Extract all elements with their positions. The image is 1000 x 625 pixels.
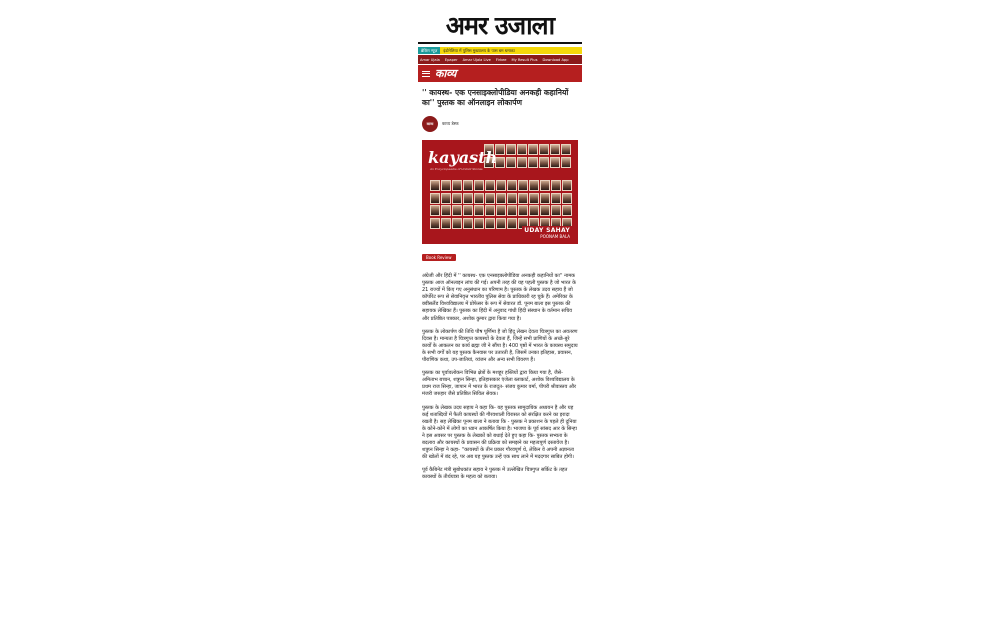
nav-item-result-plus[interactable]: My Result Plus (511, 57, 538, 62)
author-row (422, 116, 578, 132)
author-name[interactable]: काव्य डेस्क (442, 121, 459, 126)
cover-authors (522, 226, 572, 240)
nav-item-firkee[interactable]: Firkee (495, 57, 507, 62)
paragraph: पूर्व कैबिनेट मंत्री सुबोधकांत सहाय ने पुस्तक में उल्लेखित चित्रगुप्त सर्किट के तहत कायस्थों के तीर्थयात्रा के महत्व को बताया। (422, 467, 568, 481)
ticker-text[interactable]: इंडोनेशिया में पुलिस मुख्यालय के पास बम धमाका (440, 47, 582, 54)
nav-item-live[interactable]: Amar Ujala Live (462, 57, 491, 62)
cover-portrait-grid (430, 180, 578, 229)
nav-item-amar-ujala[interactable]: Amar Ujala (420, 57, 440, 62)
top-nav (418, 55, 582, 64)
cover-author-main: UDAY SAHAY (524, 227, 570, 234)
masthead (418, 8, 582, 44)
nav-item-epaper[interactable]: Epaper (444, 57, 458, 62)
newspaper-logo[interactable]: अमर उजाला (445, 10, 555, 40)
ticker-tag: ब्रेकिंग न्यूज़ (418, 47, 440, 54)
section-title[interactable]: काव्य (435, 67, 457, 80)
cover-portrait-grid-top (484, 144, 576, 168)
author-avatar[interactable]: काव्य (422, 116, 438, 132)
cover-title: kayasth (428, 148, 498, 167)
paragraph: अंग्रेजी और हिंदी में '' कायस्थ- एक एनसाइक्लोपीडिया अनकही कहानियों का'' नामक पुस्तक आज ऑनलाइन लांच की गई। अपनी तरह की यह पहली पुस्तक है जो भारत के 21 राज्यों में किए गए अनुसंधान का परिणाम है। पुस्तक के लेखक उदय सहाय हैं जो कॉर्पोरेट रूप से सेवानिवृत्त भारतीय पुलिस सेवा के प्राधिकारी रह चुके हैं। अमेरिका के क्वींसलैंड विश्वविद्यालय में प्रोफेसर के रूप में सेवारत डॉ. पूनम बाला इस पुस्तक की सहायक लेखिका हैं। पुस्तक का हिंदी में अनुवाद गांधी हिंदी संस्थान के वर्तमान सचिव और प्रतिष्ठित पत्रकार, अशोक कुमार द्वारा किया गया है। (422, 273, 576, 322)
cover-subtitle: An Encyclopaedia of Untold Stories (430, 167, 483, 171)
book-cover-image (422, 140, 578, 244)
book-review-tag[interactable]: Book Review (422, 254, 456, 261)
paragraph: पुस्तक के लेखक उदय सहाय ने कहा कि- यह पुस्तक सामुदायिक अध्ययन है और यह कई शताब्दियों में फैली कायस्थों की गौरवशाली विरासत को संरक्षित करने का इरादा रखती है। सह लेखिका पूनम बाला ने बताया कि - पुस्तक ने प्रकाशन के पहले ही दुनिया के कोने-कोने में लोगों का ध्यान आकर्षित किया है। भाजपा के पूर्व सांसद आर के सिन्हा ने इस अवसर पर पुस्तक के लेखकों को बधाई देते हुए कहा कि- पुस्तक सभ्यता के बदलाव और कायस्थों के प्रवासन की प्रक्रिया को समझने का महत्वपूर्ण दस्तावेज है। शत्रुघ्न सिन्हा ने कहा- ''कायस्थों के तीन प्रकार गौरवपूर्ण थे, लेकिन वे अपनी अज्ञानता की खोलों में बंद रहे, पर अब यह पुस्तक उन्हें एक साथ लाने में मददगार साबित होगी। (422, 404, 577, 461)
nav-item-download-app[interactable]: Download App (542, 57, 569, 62)
paragraph: पुस्तक का पूर्वावलोकन विभिन्न क्षेत्रों के मशहूर हस्तियों द्वारा किया गया है, जैसे- अमिताभ बच्चन, शत्रुघ्न सिन्हा, इतिहासकार एंजेला ब्लाकार्ट, अशोक विश्वविद्यालय के प्रथम राज सिन्हा, जापान में भारत के राजदूत- संजय कुमार वर्मा, पीपरी श्रीवास्तव और मंजरी जरुहार जैसे प्रतिष्ठित सिविल सेवक। (422, 370, 577, 398)
paragraph: पुस्तक के लोकार्पण की तिथि पौष पूर्णिमा है जो हिंदू लेखन देवता चित्रगुप्त का अवतरण दिवस है। मान्यता है चित्रगुप्त कायस्थों के देवता हैं, जिन्हें सभी प्राणियों के अच्छे-बुरे कार्यों के आकलन का कार्य ब्रह्मा जी ने सौंपा है। 400 पृष्ठों में भारत के कायस्थ समुदाय के सभी वर्गों को यह पुस्तक कैनवास पर उतारती है, जिसमें उनका इतिहास, प्रवासन, पौराणिक कथा, उप-जातियां, व्यंजन और अन्य सभी विवरण हैं। (422, 328, 578, 364)
epaper-clipping (418, 8, 582, 620)
article-headline: '' कायस्थ- एक एनसाइक्लोपीडिया अनकही कहानियों का'' पुस्तक का ऑनलाइन लोकार्पण (422, 88, 569, 107)
cover-author-second: POONAM BALA (540, 234, 570, 239)
section-header (418, 65, 582, 82)
hamburger-menu-icon[interactable] (422, 71, 430, 77)
article-body (422, 273, 578, 481)
breaking-news-ticker[interactable] (418, 47, 582, 54)
